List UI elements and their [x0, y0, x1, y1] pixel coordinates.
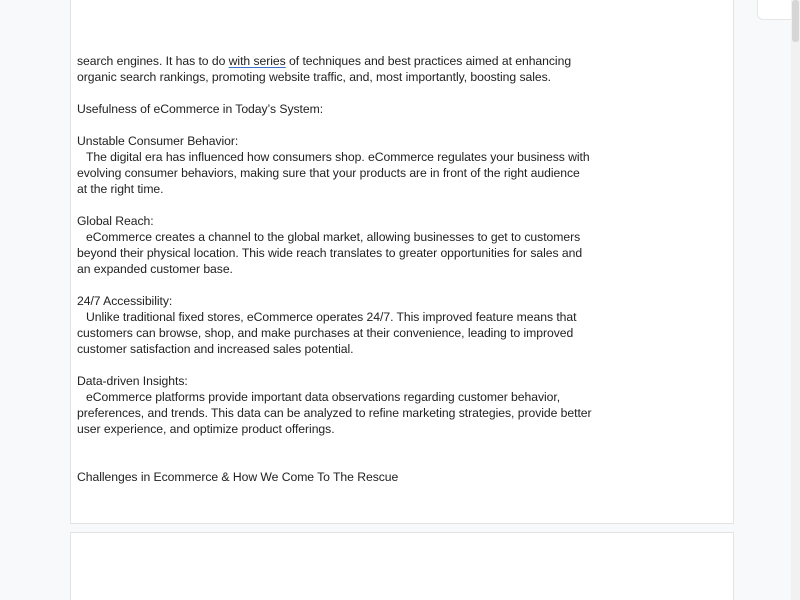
paragraph-line: beyond their physical location. This wide reach translates to greater opportunities for sales and: [77, 246, 583, 260]
subheading-24-7-accessibility: 24/7 Accessibility:: [77, 294, 173, 308]
paragraph-line: Unlike traditional fixed stores, eCommerce operates 24/7. This improved feature means that: [86, 310, 577, 324]
paragraph-line: an expanded customer base.: [77, 262, 233, 276]
spellcheck-underlined-text[interactable]: with series: [228, 54, 286, 68]
blank-line: [77, 85, 597, 101]
paragraph-line: customers can browse, shop, and make purchases at their convenience, leading to improved: [77, 326, 574, 340]
paragraph-line: at the right time.: [77, 182, 164, 196]
paragraph-line: organic search rankings, promoting website traffic, and, most importantly, boosting sales.: [77, 70, 551, 84]
text-run: of techniques and best practices aimed at enhancing: [285, 54, 572, 68]
text-run: search engines. It has to do: [77, 54, 229, 68]
blank-line: [77, 357, 597, 373]
paragraph-line: preferences, and trends. This data can be analyzed to refine marketing strategies, provide better: [77, 406, 592, 420]
vertical-scrollbar[interactable]: [791, 0, 800, 600]
blank-line: [77, 117, 597, 133]
subheading-unstable-consumer-behavior: Unstable Consumer Behavior:: [77, 134, 239, 148]
paragraph-line: [77, 53, 597, 69]
next-document-page[interactable]: [70, 532, 734, 600]
subheading-data-driven-insights: Data-driven Insights:: [77, 374, 188, 388]
subheading-global-reach: Global Reach:: [77, 214, 154, 228]
blank-line: [77, 277, 597, 293]
paragraph-line: evolving consumer behaviors, making sure that your products are in front of the right audience: [77, 166, 580, 180]
paragraph-line: eCommerce platforms provide important data observations regarding customer behavior,: [86, 390, 561, 404]
paragraph-line: eCommerce creates a channel to the global market, allowing businesses to get to customers: [86, 230, 581, 244]
section-heading-usefulness: Usefulness of eCommerce in Today’s System:: [77, 102, 324, 116]
section-heading-challenges: Challenges in Ecommerce & How We Come To The Rescue: [77, 470, 399, 484]
scrollbar-thumb[interactable]: [792, 0, 799, 42]
blank-line: [77, 197, 597, 213]
blank-line: [77, 437, 597, 469]
paragraph-line: user experience, and optimize product offerings.: [77, 422, 335, 436]
paragraph-line: customer satisfaction and increased sales potential.: [77, 342, 354, 356]
document-body-text[interactable]: [77, 53, 597, 485]
paragraph-line: The digital era has influenced how consumers shop. eCommerce regulates your business with: [86, 150, 590, 164]
